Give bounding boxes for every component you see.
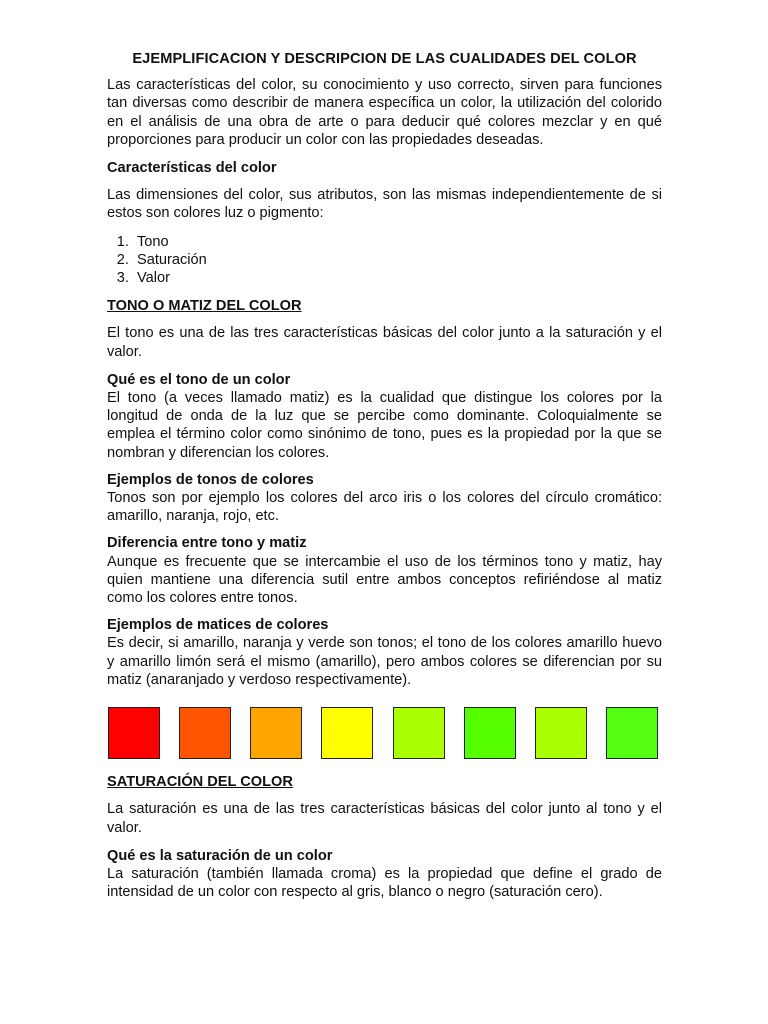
que-es-saturacion-heading: Qué es la saturación de un color — [107, 847, 333, 864]
document-title: EJEMPLIFICACION Y DESCRIPCION DE LAS CUALIDADES DEL COLOR — [132, 51, 637, 67]
ejemplos-tonos-paragraph: Tonos son por ejemplo los colores del arco iris o los colores del círculo cromático: amarillo, naranja, rojo, etc. — [107, 490, 662, 525]
list-item: 3. Valor — [133, 269, 662, 287]
color-swatch-8 — [606, 707, 658, 759]
que-es-tono-block — [107, 371, 662, 462]
color-swatch-7 — [535, 707, 587, 759]
list-item: 1. Tono — [133, 233, 662, 251]
saturacion-section-heading: SATURACIÓN DEL COLOR — [107, 774, 293, 791]
matices-heading: Ejemplos de matices de colores — [107, 617, 329, 634]
intro-paragraph: Las características del color, su conocimiento y uso correcto, sirven para funciones tan diversas como describir de manera específica un color, la utilización del colorido en el análisis de una obra de arte o para deducir qué colores mezclar y en qué proporciones para producir un color con las propiedades deseadas. — [107, 77, 662, 148]
que-es-tono-paragraph: El tono (a veces llamado matiz) es la cualidad que distingue los colores por la longitud de onda de la luz que se percibe como dominante. Coloquialmente se emplea el término color como sinónimo de tono, pues es la propiedad por la que se nombran y diferencian los colores. — [107, 390, 662, 461]
ejemplos-tonos-heading: Ejemplos de tonos de colores — [107, 471, 314, 488]
tono-section-heading: TONO O MATIZ DEL COLOR — [107, 298, 302, 315]
color-swatch-4 — [321, 707, 373, 759]
caracteristicas-heading: Características del color — [107, 160, 277, 177]
que-es-tono-heading: Qué es el tono de un color — [107, 371, 291, 388]
color-swatch-5 — [393, 707, 445, 759]
matices-block — [107, 616, 662, 689]
attributes-list — [107, 233, 662, 288]
color-swatch-row — [108, 707, 658, 759]
diferencia-block — [107, 534, 662, 607]
diferencia-paragraph: Aunque es frecuente que se intercambie el uso de los términos tono y matiz, hay quien mantiene una diferencia sutil entre ambos conceptos refiriéndose al matiz como los colores entre tonos. — [107, 553, 662, 607]
color-swatch-2 — [179, 707, 231, 759]
saturacion-intro-paragraph: La saturación es una de las tres características básicas del color junto al tono y el valor. — [107, 801, 662, 836]
que-es-saturacion-paragraph: La saturación (también llamada croma) es la propiedad que define el grado de intensidad de un color con respecto al gris, blanco o negro (saturación cero). — [107, 865, 662, 901]
color-swatch-3 — [250, 707, 302, 759]
caracteristicas-paragraph: Las dimensiones del color, sus atributos, son las mismas independientemente de si estos son colores luz o pigmento: — [107, 187, 662, 222]
tono-intro-paragraph: El tono es una de las tres características básicas del color junto a la saturación y el valor. — [107, 325, 662, 360]
matices-paragraph: Es decir, si amarillo, naranja y verde son tonos; el tono de los colores amarillo huevo y amarillo limón será el mismo (amarillo), pero ambos colores se diferencian por su matiz (anaranjado y verdoso respectivamente). — [107, 635, 662, 688]
diferencia-heading: Diferencia entre tono y matiz — [107, 535, 307, 552]
que-es-saturacion-block — [107, 847, 662, 902]
document-page — [107, 50, 662, 901]
ejemplos-tonos-block — [107, 471, 662, 526]
color-swatch-1 — [108, 707, 160, 759]
color-swatch-6 — [464, 707, 516, 759]
list-item: 2. Saturación — [133, 251, 662, 269]
